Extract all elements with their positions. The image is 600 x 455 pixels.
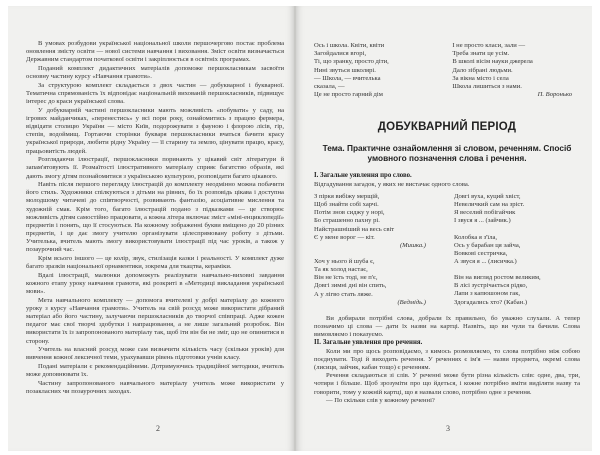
riddle-line: Здогадались хто? (Кабан.) [454,298,528,306]
spacer [454,226,580,234]
right-page-text [314,42,580,405]
riddle-line: Лапи з капюшоном гак, [454,290,521,298]
riddle-line: Потім знов сиджу у норі, [314,209,385,217]
riddle-answer: (Ведмідь.) [397,298,426,306]
riddle-line: Він не їсть тоді, не п'є, [314,274,378,282]
poem-line: Дало зібрані людьми. [452,66,513,74]
riddles-column-right [440,193,580,307]
riddle-answer: (Мишка.) [399,241,426,249]
poem [314,42,580,99]
paragraph: Навіть після першого перегляду ілюстрацій до комплекту неодмінно можна побачити його стиль. Художники спілкуються з дітьми на рівних, бо їх розповідь цікава і доступна молодшому читачеві до співтворчості, розвивають фантазію, асоціативне мислення та художній смак. Крім того, багато ілюстрацій подано з підказками — це створює можливість дітям самостійно працювати, а кожна літера включає зміст «міні-енциклопедії» предметів і понять, що її стосуються. На кожному зображенні букви вміщено до 20 різних предметів, і це дає змогу учителю організувати цілеспрямовану роботу з дітьми. Учителька, вчитель мають змогу використовувати ілюстрації під час уроків, а також у позаурочний час. [26,181,284,254]
paragraph: Подані матеріали є рекомендаційними. Дотримуючись традиційної методики, вчитель може доповнювати їх. [26,363,284,379]
riddle-line: Ось у барабан ця зайча, [454,241,521,249]
section-intro: Відгадування загадок, у яких не вистачає одного слова. [314,180,470,188]
period-title: ДОБУКВАРНИЙ ПЕРІОД [377,121,517,134]
poem-column-left [314,42,442,99]
riddle-line: І звуся я ... (зайчик.) [454,217,511,225]
paragraph: — По скільки слів у кожному реченні? [326,396,435,404]
riddle-line: Колобка я з'їла, [454,233,498,241]
paragraph: Частину запропонованого навчального матеріалу учитель може використати у позакласних чи позаурочних заходах. [26,379,284,396]
spacer [454,266,580,274]
paragraph: Розглядаючи ілюстрації, першокласники поринають у цікавий світ літератури й запам'ятовують її. Розмаїтості ілюстративного матеріалу сприяє багатство образів, які дають змогу дітям познайомитися з українською культурою, розповідати багато цікавого. [26,156,284,180]
poem-line: Школа лишиться з нами. [452,83,522,91]
riddle-line: А звуся я ... (лисичка.) [454,258,517,266]
paragraph: Коли ми про щось розповідаємо, з кимось розмовляємо, то слова потрібно між собою поєднувати. Тоді й виходить речення. У реченнях є ім'я — назви предмета, окремі слова (лисиця, зайчик, кабан тощо) є реченням. [314,347,580,372]
section-title: II. Загальне уявлення про речення. [314,339,423,347]
poem-line: сказала, — [314,83,345,91]
paragraph: Поданий комплект дидактичних матеріалів допоможе першокласникам засвоїти основну частину курсу «Навчання грамоти». [26,64,284,81]
riddle-line: Щоб знайти собі харчі. [314,201,379,209]
riddle-line: А у лігво стать ляже. [314,290,373,298]
poem-line: Це не просто гарний дім [314,91,383,99]
left-page-text [26,40,284,397]
paragraph: Речення складаються зі слів. У реченні може бути різна кількість слів: одне, два, три, чотири і більше. Щоб зрозуміти про що йдеться, і кожне потрібно вміти виділяти назву та говорити, тому у кожній картці, що я назвали слово, потрібно одне з речення. [314,372,580,396]
right-page [296,6,592,451]
riddle-line: Найстрашніший на весь світ [314,225,395,233]
paragraph: Вдалі ілюстрації, малюнки допоможуть реалізувати навчально-виховні завдання кожного етапу уроку навчання грамоти, які розкриті в «Методиці викладання української мови». [26,271,284,296]
poem-line: Нині звуться школярі. [314,66,376,74]
poem-line: В школі вісім науки джерела [452,58,533,66]
poem-line: За вікна місто і села [452,74,509,82]
riddle-line: Бо страшенно пахну рі. [314,217,380,225]
riddle-line: Довгі вуха, куций хвіст, [454,192,521,200]
paragraph: Учитель на власний розсуд може сам визначити кількість часу (скільки уроків) для вивчення кожної лексичної теми, урахувавши рівень підготовки учнів класу. [26,346,284,362]
page-number: 3 [446,424,450,433]
riddle-line: Невеличкий сам на зріст. [454,201,525,209]
poem-line: Загойдалися вгорі, [314,50,367,58]
poem-line: Ось і школа. Квіти, квіти [314,42,385,49]
riddle-line: Довгі зимні дні він спить, [314,282,387,290]
riddle-line: Він на вигляд ростом великим, [454,274,541,282]
poem-column-right [452,42,580,99]
spacer [314,250,440,258]
paragraph: За структурою комплект складається з двох частин — добукварної і букварної. Тематична спрямованість їх відповідає національній вихованій першокласників, підвищує інтерес до краси української слова. [26,81,284,106]
poem-line: Ті, що зранку, просто діти, [314,58,389,66]
riddle-line: Та як холод настає, [314,266,368,274]
page-number: 2 [156,424,160,433]
section-title: I. Загальне уявлення про слово. [314,172,412,180]
paragraph: Ви добирали потрібні слова, добрали їх правильно, бо уважно слухали. А тепер позначимо ці слова — дати їх назви на картці. Назвіть, що ви чули та бачили. Слова вимовляємо і показуємо. [314,314,580,339]
riddle-line: Є у мене ворог — кіт. [314,233,375,241]
riddle-line: Я веселий побігайчик [454,209,516,217]
riddle-line: Вовкові сестричка, [454,249,508,257]
riddles [314,193,580,307]
theme-title: Тема. Практичне ознайомлення зі словом, реченням. Спосіб умовного позначення слова і речення. [322,143,572,164]
paragraph: В умовах розбудови української національної школи першочергово постає проблема оновлення змісту освіти — нової системи навчання і виховання. Зміст освіти визначається Державним стандартом початкової освіти і закріплюється в освітніх програмах. [26,40,284,64]
paragraph: Крім всього іншого — це колір, звук, стилізація казки і реальності. У комплект дуже багато зразків національної орнаментики, зокрема для ткацтва, кераміки. [26,255,284,271]
poem-line: Треба знати це усім. [452,50,510,58]
riddle-line: В лісі зустрічається рідко, [454,282,528,290]
poem-author: П. Воронько [537,91,572,99]
dialog-text [314,315,580,405]
riddles-column-left [314,193,440,307]
left-page [8,6,294,451]
spacer [314,307,580,315]
poem-line: І не просто класи, зали — [452,42,526,49]
poem-line: — Школа, — вчителька [314,74,381,82]
riddle-line: Хоч у нього й шуба є, [314,258,375,266]
riddle-line: З піркя вибіжу мерщій, [314,192,380,200]
paragraph: Мета навчального комплекту — допомога вчителеві у добрі матеріалу до кожного уроку з курсу «Навчання грамоти». Учитель на свій розсуд може використати дібраний матеріал або його частину, залучаючи першокласників до творчої співпраці. Адже кожен педагог має свої творчі здобутки і напрацювання, а не лише загальний розробок. Він використати їх із запропонованого матеріалу так, щоб іти він би не зміг, що не опинитися в сторону. [26,296,284,345]
paragraph: У добукварній частині першокласники мають можливість «побувати» у саду, на ігрових майданчиках, «перенестись» у всі пори року, ознайомитись з працею фермера, відвідати столицю України — місто Київ, подорожувати з фауною і флорою лісів, гір, степів, водоймищ. Гортаючи сторінки букваря першокласники вчаться бачити красу української природи, любити рідну Україну — її старину та землю, цінувати працю, красу, працьовитість людей. [26,106,284,155]
